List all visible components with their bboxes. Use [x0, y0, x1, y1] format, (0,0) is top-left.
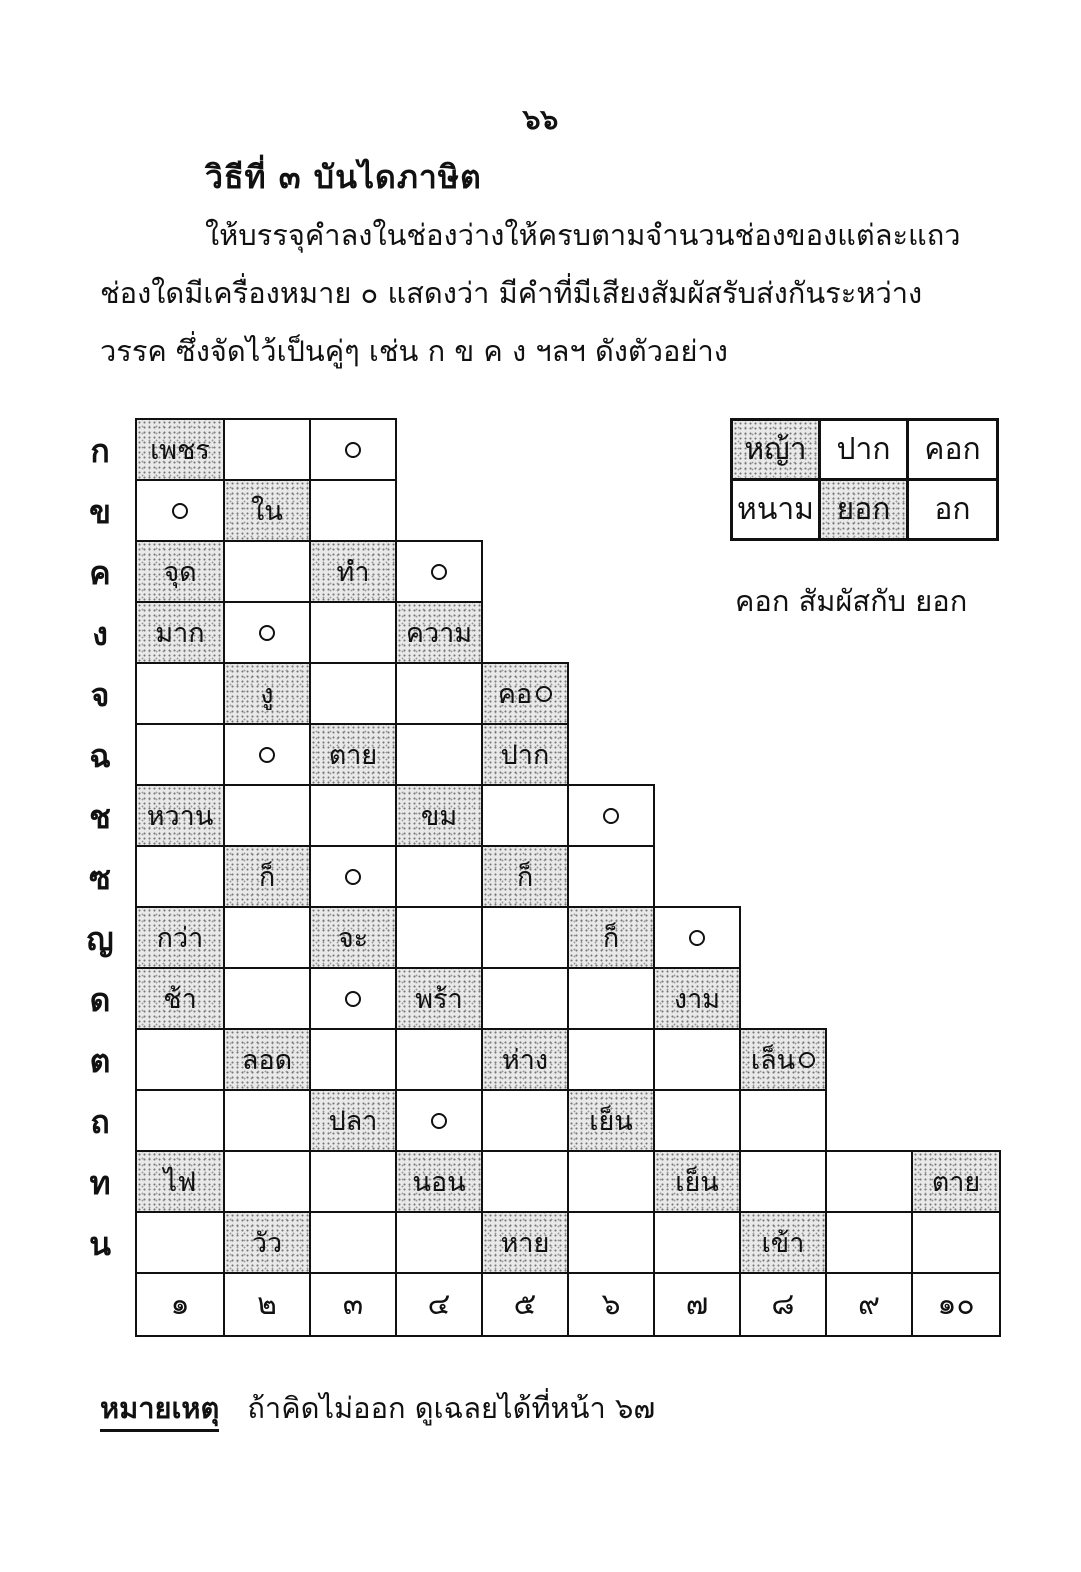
blank-cell[interactable] [739, 1150, 827, 1213]
blank-cell[interactable] [223, 906, 311, 969]
column-number-cell: ๘ [739, 1272, 827, 1337]
rhyme-marker-cell[interactable] [309, 967, 397, 1030]
cell-word: ช้า [163, 984, 197, 1015]
cell-word: งาม [673, 984, 721, 1015]
given-word-cell [223, 662, 311, 725]
column-number-cell: ๕ [481, 1272, 569, 1337]
rhyme-circle-icon [259, 747, 275, 763]
example-cell: ปาก [818, 418, 909, 481]
given-word-cell [395, 1150, 483, 1213]
rhyme-circle-icon [431, 564, 447, 580]
method-title: วิธีที่ ๓ บันไดภาษิต [205, 158, 482, 196]
cell-word: คอ [497, 679, 533, 710]
column-number-cell: ๒ [223, 1272, 311, 1337]
given-word-cell [223, 1211, 311, 1274]
row-letter: ง [92, 615, 108, 653]
cell-word: นอน [412, 1167, 466, 1198]
cell-word: ตาย [328, 740, 378, 771]
given-word-cell [653, 1150, 741, 1213]
cell-word: หวาน [146, 801, 214, 832]
given-word-cell [739, 1211, 827, 1274]
blank-cell[interactable] [309, 784, 397, 847]
example-cell: หญ้า [730, 418, 821, 481]
blank-cell[interactable] [395, 845, 483, 908]
cell-word: งู [260, 679, 274, 710]
cell-word: หาย [500, 1228, 550, 1259]
blank-cell[interactable] [223, 1150, 311, 1213]
cell-word: วัว [251, 1228, 283, 1259]
row-letter: ซ [89, 859, 111, 897]
cell-word: จุด [163, 557, 197, 588]
row-letter: ญ [86, 920, 114, 958]
row-letter: ด [89, 981, 111, 1019]
blank-cell[interactable] [653, 1211, 741, 1274]
rhyme-circle-icon [172, 503, 188, 519]
blank-cell[interactable] [825, 1211, 913, 1274]
given-word-cell [567, 906, 655, 969]
rhyme-marker-cell[interactable] [653, 906, 741, 969]
cell-word: เพชร [150, 435, 210, 466]
column-number-cell: ๙ [825, 1272, 913, 1337]
given-word-cell [309, 1089, 397, 1152]
cell-word: เย็น [675, 1167, 719, 1198]
blank-cell[interactable] [223, 967, 311, 1030]
rhyme-marker-cell[interactable] [395, 540, 483, 603]
example-cell: คอก [906, 418, 999, 481]
given-word-cell [223, 845, 311, 908]
blank-cell[interactable] [309, 1150, 397, 1213]
rhyme-marker-cell[interactable] [135, 479, 225, 542]
given-word-cell [135, 418, 225, 481]
rhyme-marker-cell[interactable] [223, 723, 311, 786]
cell-word: ใน [251, 496, 283, 527]
row-letter: ค [89, 554, 111, 592]
blank-cell[interactable] [567, 967, 655, 1030]
blank-cell[interactable] [223, 784, 311, 847]
rhyme-marker-cell[interactable] [309, 845, 397, 908]
row-letter: ถ [90, 1103, 110, 1141]
row-letter: จ [90, 676, 110, 714]
cell-word: ทำ [336, 557, 370, 588]
given-word-cell [135, 967, 225, 1030]
cell-word: ปลา [328, 1106, 378, 1137]
row-letter: ต [89, 1042, 111, 1080]
rhyme-circle-icon [536, 686, 552, 702]
rhyme-circle-icon [431, 1113, 447, 1129]
cell-word: ลอด [241, 1045, 293, 1076]
cell-word: มาก [155, 618, 205, 649]
blank-cell[interactable] [395, 906, 483, 969]
column-number-cell: ๔ [395, 1272, 483, 1337]
blank-cell[interactable] [567, 1028, 655, 1091]
given-word-cell [309, 906, 397, 969]
cell-word: ตาย [931, 1167, 981, 1198]
cell-word: เย็น [589, 1106, 633, 1137]
blank-cell[interactable] [395, 1211, 483, 1274]
given-word-cell [135, 906, 225, 969]
blank-cell[interactable] [825, 1150, 913, 1213]
blank-cell[interactable] [309, 1211, 397, 1274]
given-word-cell [395, 784, 483, 847]
column-number-cell: ๖ [567, 1272, 655, 1337]
given-word-cell [395, 967, 483, 1030]
blank-cell[interactable] [135, 662, 225, 725]
rhyme-marker-cell[interactable] [567, 784, 655, 847]
given-word-cell [135, 540, 225, 603]
blank-cell[interactable] [395, 723, 483, 786]
cell-word: ขม [420, 801, 458, 832]
blank-cell[interactable] [135, 1028, 225, 1091]
rhyme-circle-icon [603, 808, 619, 824]
given-word-cell [481, 1211, 569, 1274]
blank-cell[interactable] [481, 967, 569, 1030]
page-number: ๖๖ [522, 103, 559, 136]
example-cell: หนาม [730, 478, 821, 541]
cell-word: กว่า [156, 923, 204, 954]
instruction-line-1: ให้บรรจุคำลงในช่องว่างให้ครบตามจำนวนช่องของแต่ละแถว [205, 218, 961, 252]
blank-cell[interactable] [567, 845, 655, 908]
given-word-cell [481, 845, 569, 908]
blank-cell[interactable] [567, 1150, 655, 1213]
given-word-cell [911, 1150, 1001, 1213]
rhyme-circle-icon [799, 1052, 815, 1068]
cell-word: จะ [337, 923, 369, 954]
given-word-cell [481, 1028, 569, 1091]
given-word-cell [223, 1028, 311, 1091]
blank-cell[interactable] [135, 723, 225, 786]
blank-cell[interactable] [309, 479, 397, 542]
blank-cell[interactable] [911, 1211, 1001, 1274]
blank-cell[interactable] [223, 418, 311, 481]
example-cell: ยอก [818, 478, 909, 541]
given-word-cell [395, 601, 483, 664]
given-word-cell [309, 723, 397, 786]
blank-cell[interactable] [567, 1211, 655, 1274]
rhyme-circle-icon [689, 930, 705, 946]
rhyme-marker-cell[interactable] [395, 1089, 483, 1152]
given-word-cell [135, 601, 225, 664]
instruction-line-2: ช่องใดมีเครื่องหมาย ๐ แสดงว่า มีคำที่มีเสียงสัมผัสรับส่งกันระหว่าง [100, 276, 923, 310]
blank-cell[interactable] [481, 1150, 569, 1213]
blank-cell[interactable] [481, 784, 569, 847]
given-word-cell [309, 540, 397, 603]
blank-cell[interactable] [395, 662, 483, 725]
blank-cell[interactable] [481, 906, 569, 969]
blank-cell[interactable] [481, 1089, 569, 1152]
cell-word: ปาก [500, 740, 550, 771]
rhyme-marker-cell[interactable] [223, 601, 311, 664]
rhyme-circle-icon [259, 625, 275, 641]
blank-cell[interactable] [309, 601, 397, 664]
row-letter: น [89, 1225, 111, 1263]
blank-cell[interactable] [223, 1089, 311, 1152]
given-word-cell [481, 723, 569, 786]
blank-cell[interactable] [223, 540, 311, 603]
cell-word: ก็ [516, 862, 534, 893]
column-number-cell: ๑๐ [911, 1272, 1001, 1337]
example-cell: อก [906, 478, 999, 541]
example-caption: คอก สัมผัสกับ ยอก [735, 584, 968, 618]
instruction-line-3: วรรค ซึ่งจัดไว้เป็นคู่ๆ เช่น ก ข ค ง ฯลฯ ดังตัวอย่าง [100, 334, 728, 368]
row-letter: ข [89, 493, 111, 531]
rhyme-circle-icon [345, 991, 361, 1007]
given-word-cell [739, 1028, 827, 1091]
column-number-cell: ๗ [653, 1272, 741, 1337]
given-word-cell [481, 662, 569, 725]
given-word-cell [135, 784, 225, 847]
rhyme-marker-cell[interactable] [309, 418, 397, 481]
column-number-cell: ๑ [135, 1272, 225, 1337]
given-word-cell [653, 967, 741, 1030]
blank-cell[interactable] [135, 845, 225, 908]
cell-word: เล็น [750, 1045, 796, 1076]
row-letter: ฉ [89, 737, 111, 775]
given-word-cell [223, 479, 311, 542]
cell-word: ไฟ [163, 1167, 197, 1198]
given-word-cell [567, 1089, 655, 1152]
rhyme-circle-icon [345, 869, 361, 885]
note-label: หมายเหตุ [100, 1391, 219, 1432]
row-letter: ช [89, 798, 111, 836]
rhyme-circle-icon [345, 442, 361, 458]
blank-cell[interactable] [739, 1089, 827, 1152]
blank-cell[interactable] [309, 1028, 397, 1091]
column-number-cell: ๓ [309, 1272, 397, 1337]
footnote [100, 1385, 655, 1431]
cell-word: เข้า [761, 1228, 805, 1259]
blank-cell[interactable] [135, 1089, 225, 1152]
blank-cell[interactable] [653, 1028, 741, 1091]
blank-cell[interactable] [135, 1211, 225, 1274]
given-word-cell [135, 1150, 225, 1213]
cell-word: ก็ [258, 862, 276, 893]
blank-cell[interactable] [653, 1089, 741, 1152]
blank-cell[interactable] [309, 662, 397, 725]
row-letter: ท [89, 1164, 111, 1202]
note-text: ถ้าคิดไม่ออก ดูเฉลยได้ที่หน้า ๖๗ [247, 1391, 656, 1425]
cell-word: ความ [405, 618, 473, 649]
blank-cell[interactable] [395, 1028, 483, 1091]
row-letter: ก [90, 432, 110, 470]
cell-word: ห่าง [501, 1045, 549, 1076]
cell-word: ก็ [602, 923, 620, 954]
cell-word: พร้า [415, 984, 463, 1015]
